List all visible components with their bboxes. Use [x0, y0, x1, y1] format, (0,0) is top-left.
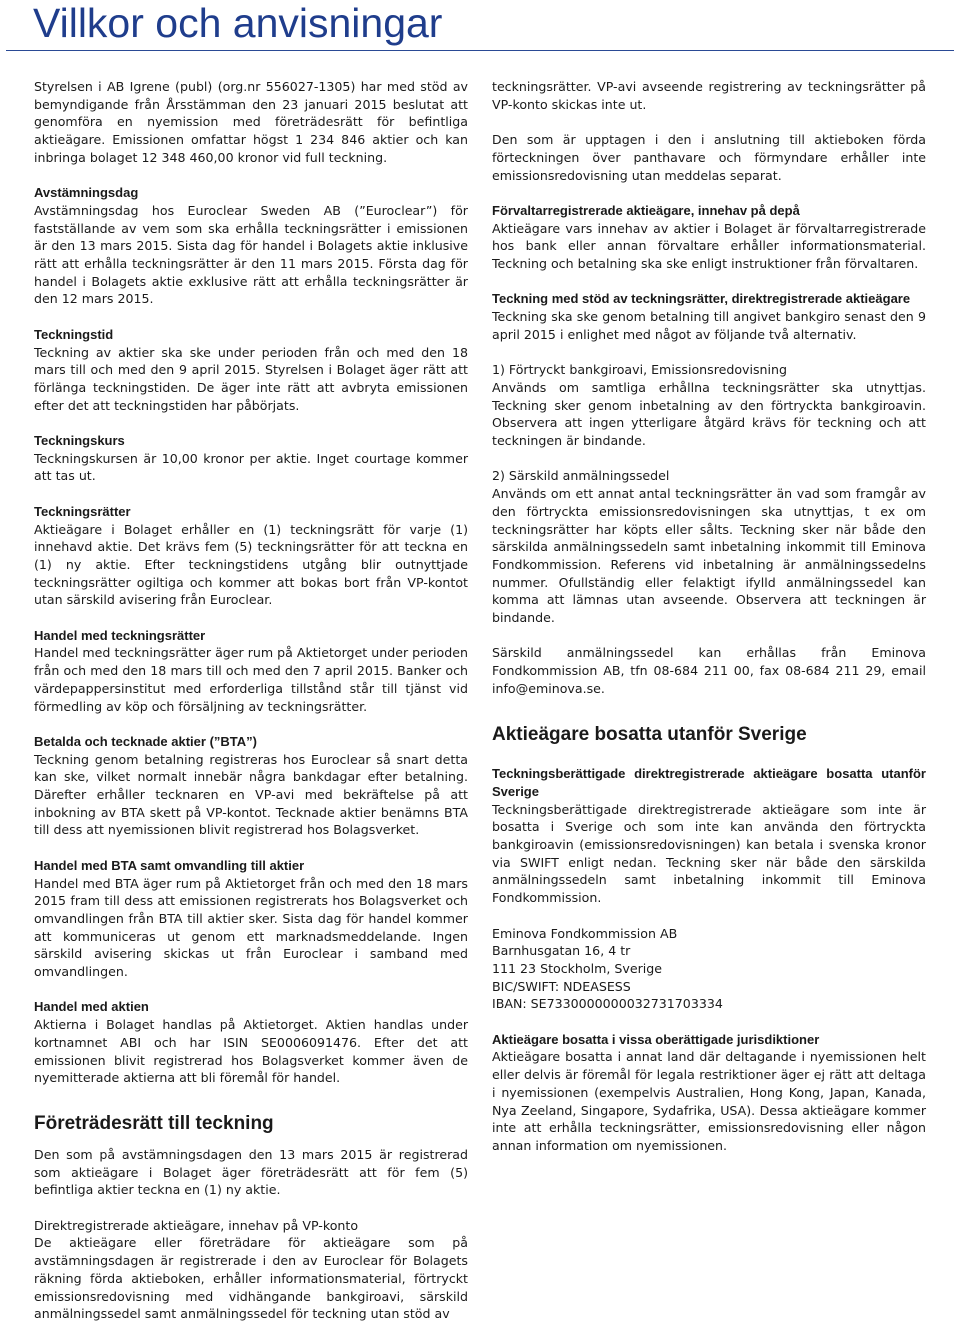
- alternative-2-heading: 2) Särskild anmälningssedel: [492, 468, 670, 484]
- section-heading-handel-teckningsratter: Handel med teckningsrätter: [34, 627, 206, 643]
- section-title-utanfor-sverige: Aktieägare bosatta utanför Sverige: [492, 723, 807, 745]
- section-heading-direktregistrerade: Direktregistrerade aktieägare, innehav på VP-konto: [34, 1217, 359, 1233]
- address-line: IBAN: SE7330000000032731703334: [492, 996, 723, 1012]
- section-heading-forvaltarregistrerade: Förvaltarregistrerade aktieägare, innehav på depå: [492, 202, 800, 218]
- section-text-direktregistrerade: De aktieägare eller företrädare för aktieägare som på avstämningsdagen är registrerade i den av Euroclear för Bolagets räkning förda aktieboken, erhåller informationsmaterial, förtryckt emissionsredovisning med vidhängande bankgiroavi, särskild anmälningssedel samt anmälningssedel för teckning utan stöd av: [34, 1235, 468, 1322]
- alternative-2-text: Används om ett annat antal teckningsrätter än vad som framgår av den förtryckta emissionsredovisningen ska utnyttjas, t ex om teckningsrätter har köpts eller sålts. Teckning sker när både den särskilda anmälningssedeln samt inbetalning inkommit till Eminova Fondkommission. Referens vid inbetalning är anmälningssedelns nummer. Ofullständig eller felaktigt ifylld anmälningssedel kan komma att lämnas utan avseende. Observera att teckningen är bindande.: [492, 486, 926, 626]
- address-line: Barnhusgatan 16, 4 tr: [492, 943, 631, 959]
- section-text-oberattigade: Aktieägare bosatta i annat land där deltagande i nyemissionen helt eller delvis är föremål för legala restriktioner äger ej rätt att deltaga i nyemissionen (exempelvis Australien, Hong Kong, Japan, Kanada, Nya Zeeland, Singapore, Sydafrika, USA). Dessa aktieägare kommer inte att erhålla teckningsrätter, emissionsredovisning eller någon annan information om nyemissionen.: [492, 1049, 926, 1153]
- title-divider: [6, 50, 954, 51]
- section-heading-bta: Betalda och tecknade aktier (”BTA”): [34, 733, 257, 749]
- section-text-teckningsratter: Aktieägare i Bolaget erhåller en (1) teckningsrätt för varje (1) innehavd aktie. Det krävs fem (5) teckningsrätter för att teckna en (1) ny aktie. Efter teckningstidens utgång blir outnyttjade teckningsrätter ogiltiga och kommer att bokas bort från VP-kontot utan särskild avisering från Euroclear.: [34, 521, 468, 608]
- section-heading-teckningstid: Teckningstid: [34, 326, 114, 342]
- section-text-handel-bta: Handel med BTA äger rum på Aktietorget från och med den 18 mars 2015 fram till dess att emissionen registrerats hos Bolagsverket och omvandlingen från BTA till aktier sker. Sista dag för handel kommer att kommuniceras ut genom ett marknadsmeddelande. Ingen särskild avisering skickas ut från Euroclear i samband med omvandlingen.: [34, 875, 468, 980]
- section-text-teckningstid: Teckning av aktier ska ske under perioden från och med den 18 mars till och med den 9 april 2015. Styrelsen i Bolaget äger rätt att förlänga teckningstiden. De äger inte rätt att avbryta emissionen efter det att teckningstiden har påbörjats.: [34, 344, 468, 413]
- section-text-avstamningsdag: Avstämningsdag hos Euroclear Sweden AB (”Euroclear”) för fastställande av vem som ska erhålla teckningsrätter i emissionen är den 13 mars 2015. Sista dag för handel i Bolagets aktie inklusive rätt att erhålla teckningsrätter är den 11 mars 2015. Första dag för handel i Bolagets aktie exklusive rätt att erhålla teckningsrätter är den 12 mars 2015.: [34, 202, 468, 307]
- section-text-handel-teckningsratter: Handel med teckningsrätter äger rum på Aktietorget under perioden från och med den 18 mars till och med den 7 april 2015. Banker och värdepappersinstitut med erforderliga tillstånd står till tjänst vid förmedling av köp och försäljning av teckningsrätter.: [34, 645, 468, 714]
- section-heading-avstamningsdag: Avstämningsdag: [34, 185, 139, 201]
- section-heading-handel-aktien: Handel med aktien: [34, 999, 149, 1015]
- address-line: BIC/SWIFT: NDEASESS: [492, 978, 631, 994]
- address-line: 111 23 Stockholm, Sverige: [492, 960, 662, 976]
- section-heading-teckningsratter: Teckningsrätter: [34, 503, 131, 519]
- section-heading-oberattigade: Aktieägare bosatta i vissa oberättigade jurisdiktioner: [492, 1031, 820, 1047]
- section-text-berattigade: Teckningsberättigade direktregistrerade aktieägare som inte är bosatta i Sverige och som inte kan använda den förtryckta bankgiroavin (emissionsredovisningen) kan betala i svenska kronor via SWIFT enligt nedan. Teckning sker när både den särskilda anmälningssedeln samt inbetalning inkommit till Eminova Fondkommission.: [492, 801, 926, 906]
- continued-paragraph: teckningsrätter. VP-avi avseende registrering av teckningsrätter på VP-konto skickas inte ut.: [492, 79, 926, 112]
- section-title-foretradesratt: Företrädesrätt till teckning: [34, 1112, 274, 1134]
- page-title: Villkor och anvisningar: [33, 0, 443, 46]
- section-text-bta: Teckning genom betalning registreras hos Euroclear så snart detta kan ske, vilket normalt innebär några bankdagar efter betalning. Därefter erhåller tecknaren en VP-avi med bekräftelse på att inbokning av BTA skett på VP-kontot. Tecknade aktier benämns BTA till dess att nyemissionen blivit registrerad hos Bolagsverket.: [34, 751, 468, 838]
- upptagen-paragraph: Den som är upptagen i den i anslutning till aktieboken förda förteckningen över panthavare och förmyndare erhåller inte emissionsredovisning utan meddelas separat.: [492, 132, 926, 183]
- address-line: Eminova Fondkommission AB: [492, 925, 678, 941]
- section-text-teckningskurs: Teckningskursen är 10,00 kronor per aktie. Inget courtage kommer att tas ut.: [34, 450, 468, 484]
- section-heading-handel-bta: Handel med BTA samt omvandling till aktier: [34, 857, 305, 873]
- payment-address: [492, 925, 926, 1014]
- alternative-1-heading: 1) Förtryckt bankgiroavi, Emissionsredovisning: [492, 362, 788, 378]
- section-text-handel-aktien: Aktierna i Bolaget handlas på Aktietorget. Aktien handlas under kortnamnet ABI och har ISIN SE0006091476. Efter det att emissionen blivit registrerad hos Bolagsverket kommer även de nyemitterade aktierna att bli föremål för handel.: [34, 1017, 468, 1086]
- section-heading-berattigade: Teckningsberättigade direktregistrerade aktieägare bosatta utanför Sverige: [492, 766, 926, 799]
- section-text-forvaltarregistrerade: Aktieägare vars innehav av aktier i Bolaget är förvaltarregistrerade hos bank eller annan förvaltare erhåller informationsmaterial. Teckning och betalning ska ske enligt instruktioner från förvaltaren.: [492, 220, 926, 271]
- section-heading-teckning-stod: Teckning med stöd av teckningsrätter, direktregistrerade aktieägare: [492, 291, 911, 307]
- left-column: [34, 78, 468, 1323]
- section-text-foretradesratt: Den som på avstämningsdagen den 13 mars 2015 är registrerad som aktieägare i Bolaget äger företrädesrätt att för fem (5) befintliga aktier teckna en (1) ny aktie.: [34, 1146, 468, 1198]
- intro-paragraph: Styrelsen i AB Igrene (publ) (org.nr 556027-1305) har med stöd av bemyndigande från Årsstämman den 23 januari 2015 beslutat att genomföra en nyemission med företrädesrätt för befintliga aktieägare. Emissionen omfattar högst 1 234 846 aktier och kan inbringa bolaget 12 348 460,00 kronor vid full teckning.: [34, 79, 468, 165]
- section-text-teckning-stod: Teckning ska ske genom betalning till angivet bankgiro senast den 9 april 2015 i enlighet med något av följande två alternativ.: [492, 309, 926, 342]
- right-column: [492, 78, 926, 1155]
- sarskild-paragraph: Särskild anmälningssedel kan erhållas från Eminova Fondkommission AB, tfn 08-684 211 00, fax 08-684 211 29, email info@eminova.se.: [492, 645, 926, 696]
- section-heading-teckningskurs: Teckningskurs: [34, 433, 125, 449]
- alternative-1-text: Används om samtliga erhållna teckningsrätter ska utnyttjas. Teckning sker genom inbetalning av den förtryckta bankgiroavin. Observera att ingen ytterligare åtgärd krävs för teckning och att teckningen är bindande.: [492, 379, 926, 448]
